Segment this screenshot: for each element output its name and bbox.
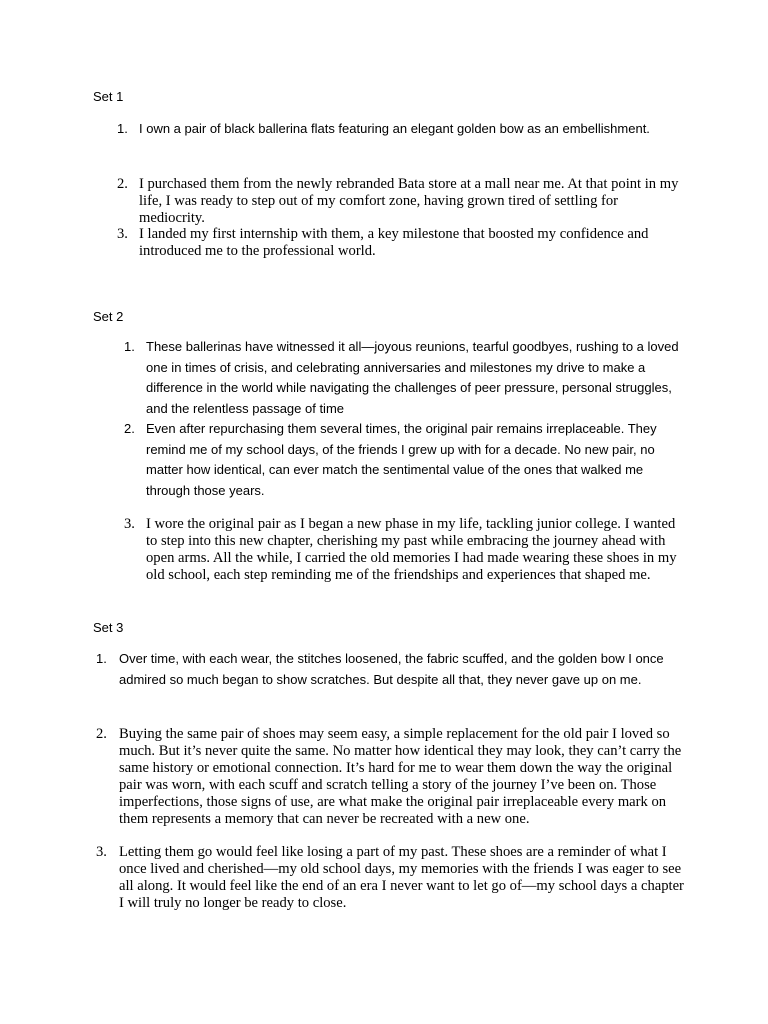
list-item-text: Over time, with each wear, the stitches loosened, the fabric scuffed, and the golden bow I once admired so much began to show scratches. But despite all that, they never gave up on me.	[119, 651, 664, 687]
list-number: 2.	[124, 421, 135, 436]
set-1-item-3	[117, 226, 687, 260]
list-number: 1.	[117, 121, 128, 136]
set-2-item-2	[124, 419, 684, 501]
set-3-item-3	[96, 844, 686, 912]
list-item-text: I landed my first internship with them, a key milestone that boosted my confidence and introduced me to the professional world.	[139, 226, 649, 259]
list-number: 3.	[124, 516, 135, 532]
list-item-text: Letting them go would feel like losing a part of my past. These shoes are a reminder of what I once lived and cherished—my old school days, my memories with the friends I was eager to see all along. It would feel like the end of an era I never want to let go of—my school days a chapter I will truly no longer be ready to close.	[119, 844, 684, 911]
list-number: 1.	[96, 651, 107, 666]
set-1-item-1	[117, 118, 657, 139]
set-3-heading: Set 3	[93, 620, 124, 635]
list-item-text: Buying the same pair of shoes may seem easy, a simple replacement for the old pair I loved so much. But it’s never quite the same. No matter how identical they may look, they can’t carry the same history or emotional connection. It’s hard for me to wear them down the way the original pair was worn, with each scuff and scratch telling a story of the journey I’ve been on. Those imperfections, those signs of use, are what make the original pair irreplaceable every mark on them represents a memory that can never be recreated with a new one.	[119, 726, 682, 827]
set-2-heading: Set 2	[93, 309, 124, 324]
list-item-text: I purchased them from the newly rebranded Bata store at a mall near me. At that point in my life, I was ready to step out of my comfort zone, having grown tired of settling for mediocrity.	[139, 176, 679, 226]
list-number: 3.	[117, 226, 128, 242]
set-1-heading: Set 1	[93, 89, 124, 104]
list-item-text: I wore the original pair as I began a new phase in my life, tackling junior college. I wanted to step into this new chapter, cherishing my past while embracing the journey ahead with open arms. All the while, I carried the old memories I had made wearing these shoes in my old school, each step reminding me of the friendships and experiences that shaped me.	[146, 516, 677, 583]
set-1-item-2	[117, 176, 687, 227]
set-2-item-1	[124, 337, 684, 419]
list-number: 3.	[96, 844, 107, 860]
set-3-item-2	[96, 726, 686, 828]
list-item-text: These ballerinas have witnessed it all—joyous reunions, tearful goodbyes, rushing to a loved one in times of crisis, and celebrating anniversaries and milestones my drive to make a difference in the world while navigating the challenges of peer pressure, personal struggles, and the relentless passage of time	[146, 339, 679, 416]
list-number: 2.	[96, 726, 107, 742]
set-2-item-3	[124, 516, 684, 584]
list-item-text: Even after repurchasing them several times, the original pair remains irreplaceable. They remind me of my school days, of the friends I grew up with for a decade. No new pair, no matter how identical, can ever match the sentimental value of the ones that walked me through those years.	[146, 421, 657, 498]
set-3-item-1	[96, 649, 686, 690]
list-number: 1.	[124, 339, 135, 354]
list-item-text: I own a pair of black ballerina flats featuring an elegant golden bow as an embellishment.	[139, 121, 650, 136]
list-number: 2.	[117, 176, 128, 192]
